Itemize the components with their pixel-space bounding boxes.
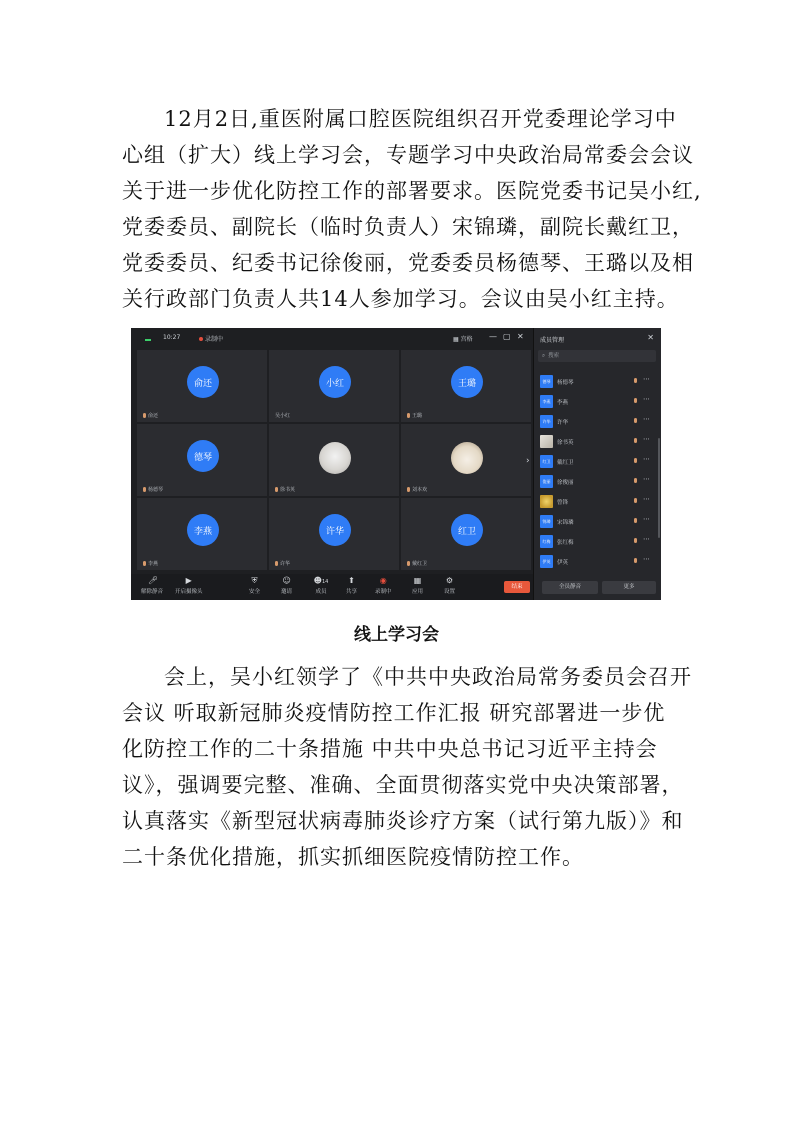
mic-icon — [407, 561, 410, 566]
end-meeting-button[interactable]: 结束 — [504, 581, 530, 593]
member-list — [538, 372, 656, 572]
close-window-icon[interactable]: ✕ — [517, 332, 524, 341]
mic-icon — [634, 398, 637, 403]
video-tile[interactable] — [401, 350, 531, 422]
share-button[interactable]: ⬆ 共享 — [346, 576, 358, 595]
mic-icon — [407, 413, 410, 418]
members-icon: ☻14 — [313, 576, 329, 585]
paragraph-line: 二十条优化措施，抓实抓细医院疫情防控工作。 — [122, 845, 584, 869]
member-name: 杨德琴 — [557, 380, 574, 386]
member-badge: 锦璘 — [540, 515, 553, 528]
mic-icon: 🎤︎ — [148, 576, 159, 585]
tile-name: 刘本欢 — [407, 486, 427, 493]
tile-name: 杨德琴 — [143, 486, 163, 493]
more-icon: ⋯ — [643, 455, 650, 463]
paragraph-2 — [122, 659, 692, 875]
video-tile[interactable] — [137, 498, 267, 570]
paragraph-line: 12月2日,重医附属口腔医院组织召开党委理论学习中 — [164, 107, 677, 131]
meeting-topbar — [131, 328, 531, 348]
paragraph-line: 会上，吴小红领学了《中共中央政治局常务委员会召开 — [164, 665, 692, 689]
more-icon: ⋯ — [643, 555, 650, 563]
list-item[interactable] — [538, 432, 656, 452]
video-grid — [137, 350, 531, 572]
list-item[interactable] — [538, 472, 656, 492]
avatar: 王璐 — [451, 366, 483, 398]
avatar: 俞还 — [187, 366, 219, 398]
member-badge: 李燕 — [540, 395, 553, 408]
avatar: 红卫 — [451, 514, 483, 546]
gear-icon: ⚙ — [445, 576, 454, 585]
members-button[interactable]: ☻14 成员 — [313, 576, 329, 595]
member-name: 戴红卫 — [557, 460, 574, 466]
scrollbar[interactable] — [658, 438, 660, 538]
paragraph-line: 化防控工作的二十条措施 中共中央总书记习近平主持会 — [122, 737, 658, 761]
avatar-photo — [319, 442, 351, 474]
member-name: 徐书英 — [557, 440, 574, 446]
tile-name: 吴小红 — [275, 413, 291, 419]
recording-indicator: 录制中 — [199, 334, 223, 343]
apps-button[interactable]: ▦ 应用 — [412, 576, 424, 595]
video-tile[interactable] — [137, 350, 267, 422]
mic-icon — [407, 487, 410, 492]
avatar: 李燕 — [187, 514, 219, 546]
video-tile[interactable] — [401, 424, 531, 496]
member-name: 伊英 — [557, 560, 569, 566]
tile-name: 俞还 — [143, 412, 158, 419]
record-button[interactable]: ◉ 录制中 — [375, 576, 392, 595]
mic-icon — [143, 487, 146, 492]
avatar: 德琴 — [187, 440, 219, 472]
meeting-screenshot — [131, 328, 661, 600]
mic-icon — [275, 487, 278, 492]
meeting-time: 10:27 — [163, 334, 181, 341]
member-badge: 许华 — [540, 415, 553, 428]
paragraph-line: 党委委员、副院长（临时负责人）宋锦璘，副院长戴红卫， — [122, 215, 694, 239]
member-badge: 俊丽 — [540, 475, 553, 488]
member-badge: 伊英 — [540, 555, 553, 568]
paragraph-line: 会议 听取新冠肺炎疫情防控工作汇报 研究部署进一步优 — [122, 701, 666, 725]
member-search-input[interactable]: ⌕ 搜索 — [538, 350, 656, 362]
mic-icon — [634, 418, 637, 423]
list-item[interactable] — [538, 532, 656, 552]
member-badge: 红卫 — [540, 455, 553, 468]
member-name: 李燕 — [557, 400, 569, 406]
mic-icon — [634, 538, 637, 543]
more-icon: ⋯ — [643, 395, 650, 403]
paragraph-line: 认真落实《新型冠状病毒肺炎诊疗方案（试行第九版）》和 — [122, 809, 684, 833]
list-item[interactable] — [538, 492, 656, 512]
avatar-photo — [451, 442, 483, 474]
mic-icon — [275, 561, 278, 566]
minimize-icon[interactable]: — — [489, 332, 497, 341]
avatar: 许华 — [319, 514, 351, 546]
more-icon: ⋯ — [643, 535, 650, 543]
maximize-icon[interactable]: ▢ — [503, 332, 511, 341]
mic-icon — [143, 561, 146, 566]
member-badge: 德琴 — [540, 375, 553, 388]
paragraph-line: 心组（扩大）线上学习会，专题学习中央政治局常委会会议 — [122, 143, 694, 167]
mic-icon — [634, 378, 637, 383]
add-user-icon: ☺ — [282, 576, 291, 585]
list-item[interactable] — [538, 512, 656, 532]
camera-button[interactable]: ▶ 开启摄像头 — [175, 576, 203, 595]
paragraph-line: 党委委员、纪委书记徐俊丽，党委委员杨德琴、王璐以及相 — [122, 251, 694, 275]
member-name: 宋锦璘 — [557, 520, 574, 526]
signal-icon — [145, 334, 153, 343]
video-tile[interactable] — [269, 424, 399, 496]
more-icon: ⋯ — [643, 435, 650, 443]
more-icon: ⋯ — [643, 475, 650, 483]
video-tile[interactable] — [137, 424, 267, 496]
security-button[interactable]: ⛨ 安全 — [249, 576, 261, 595]
more-button[interactable]: 更多 — [602, 581, 656, 594]
mute-button[interactable]: 🎤︎ 解除静音 — [141, 576, 164, 595]
member-name: 徐俊丽 — [557, 480, 574, 486]
view-toggle-button[interactable]: ▦ 宫格 — [453, 336, 473, 343]
member-badge: 红梅 — [540, 535, 553, 548]
record-dot-icon — [199, 337, 203, 341]
mic-icon — [634, 458, 637, 463]
mute-all-button[interactable]: 全员静音 — [542, 581, 598, 594]
member-name: 张红梅 — [557, 540, 574, 546]
mic-icon — [634, 518, 637, 523]
tile-name: 王璐 — [407, 412, 422, 419]
record-icon: ◉ — [379, 576, 387, 585]
more-icon: ⋯ — [643, 515, 650, 523]
paragraph-line: 议》，强调要完整、准确、全面贯彻落实党中央决策部署， — [122, 773, 684, 797]
panel-title: 成员管理 — [540, 337, 565, 344]
tile-name: 戴红卫 — [407, 560, 427, 567]
share-icon: ⬆ — [348, 576, 355, 585]
avatar: 小红 — [319, 366, 351, 398]
camera-off-icon: ▶ — [185, 576, 192, 585]
close-icon[interactable]: ✕ — [647, 333, 654, 342]
paragraph-line: 关于进一步优化防控工作的部署要求。医院党委书记吴小红, — [122, 179, 702, 203]
mic-icon — [143, 413, 146, 418]
list-item[interactable] — [538, 392, 656, 412]
member-name: 许华 — [557, 420, 569, 426]
invite-button[interactable]: ☺ 邀请 — [281, 576, 293, 595]
mic-icon — [634, 558, 637, 563]
video-tile[interactable] — [269, 498, 399, 570]
member-photo — [540, 495, 553, 508]
image-caption: 线上学习会 — [354, 625, 439, 645]
mic-icon — [634, 438, 637, 443]
settings-button[interactable]: ⚙ 设置 — [444, 576, 456, 595]
list-item[interactable] — [538, 372, 656, 392]
member-photo — [540, 435, 553, 448]
list-item[interactable] — [538, 552, 656, 572]
search-icon: ⌕ — [542, 353, 546, 359]
video-tile[interactable] — [269, 350, 399, 422]
mic-icon — [634, 478, 637, 483]
member-panel — [533, 328, 661, 600]
tile-name: 李燕 — [143, 560, 158, 567]
video-tile[interactable] — [401, 498, 531, 570]
list-item[interactable] — [538, 412, 656, 432]
more-icon: ⋯ — [643, 375, 650, 383]
more-icon: ⋯ — [643, 415, 650, 423]
tile-name: 徐书英 — [275, 486, 295, 493]
tile-name: 许华 — [275, 560, 290, 567]
apps-icon: ▦ — [413, 576, 422, 585]
mic-icon — [634, 498, 637, 503]
list-item[interactable] — [538, 452, 656, 472]
paragraph-1 — [122, 101, 702, 317]
member-name: 曾锋 — [557, 500, 569, 506]
paragraph-line: 关行政部门负责人共14人参加学习。会议由吴小红主持。 — [122, 287, 679, 311]
chevron-right-icon[interactable]: › — [526, 456, 530, 466]
shield-icon: ⛨ — [251, 576, 258, 585]
more-icon: ⋯ — [643, 495, 650, 503]
